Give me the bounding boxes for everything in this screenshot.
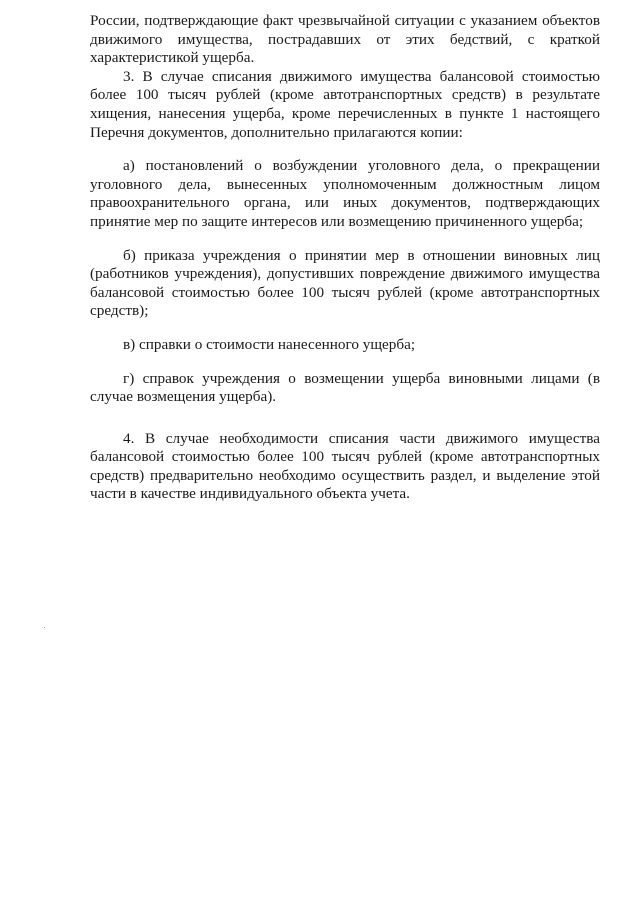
paragraph-gap bbox=[90, 407, 600, 430]
paragraph-gap bbox=[90, 321, 600, 336]
paragraph-item-4: 4. В случае необходимости списания части движимого имущества балансовой стоимостью более 100 тысяч рублей (кроме автотранспортных средств) предварительно необходимо осуществить раздел, и выделение этой части в качестве индивидуального объекта учета. bbox=[90, 429, 600, 503]
paragraph-continuation: России, подтверждающие факт чрезвычайной ситуации с указанием объектов движимого имущества, пострадавших от этих бедствий, с краткой характеристикой ущерба. bbox=[90, 12, 600, 67]
paragraph-gap bbox=[90, 142, 600, 157]
scan-speck bbox=[44, 627, 45, 628]
paragraph-gap bbox=[90, 355, 600, 370]
paragraph-gap bbox=[90, 232, 600, 247]
paragraph-item-3g: г) справок учреждения о возмещении ущерба виновными лицами (в случае возмещения ущерба). bbox=[90, 369, 600, 406]
paragraph-item-3: 3. В случае списания движимого имущества балансовой стоимостью более 100 тысяч рублей (кроме автотранспортных средств) в результате хищения, нанесения ущерба, кроме перечисленных в пункте 1 настоящего Перечня документов, дополнительно прилагаются копии: bbox=[90, 67, 600, 141]
paragraph-item-3a: а) постановлений о возбуждении уголовного дела, о прекращении уголовного дела, вынесенных уполномоченным должностным лицом правоохранительного органа, или иных документов, подтверждающих принятие мер по защите интересов или возмещению причиненного ущерба; bbox=[90, 157, 600, 230]
paragraph-item-3b: б) приказа учреждения о принятии мер в отношении виновных лиц (работников учреждения), допустивших повреждение движимого имущества балансовой стоимостью более 100 тысяч рублей (кроме автотранспортных средств); bbox=[90, 246, 600, 320]
paragraph-item-3v: в) справки о стоимости нанесенного ущерба; bbox=[123, 335, 416, 353]
document-body bbox=[90, 12, 600, 504]
